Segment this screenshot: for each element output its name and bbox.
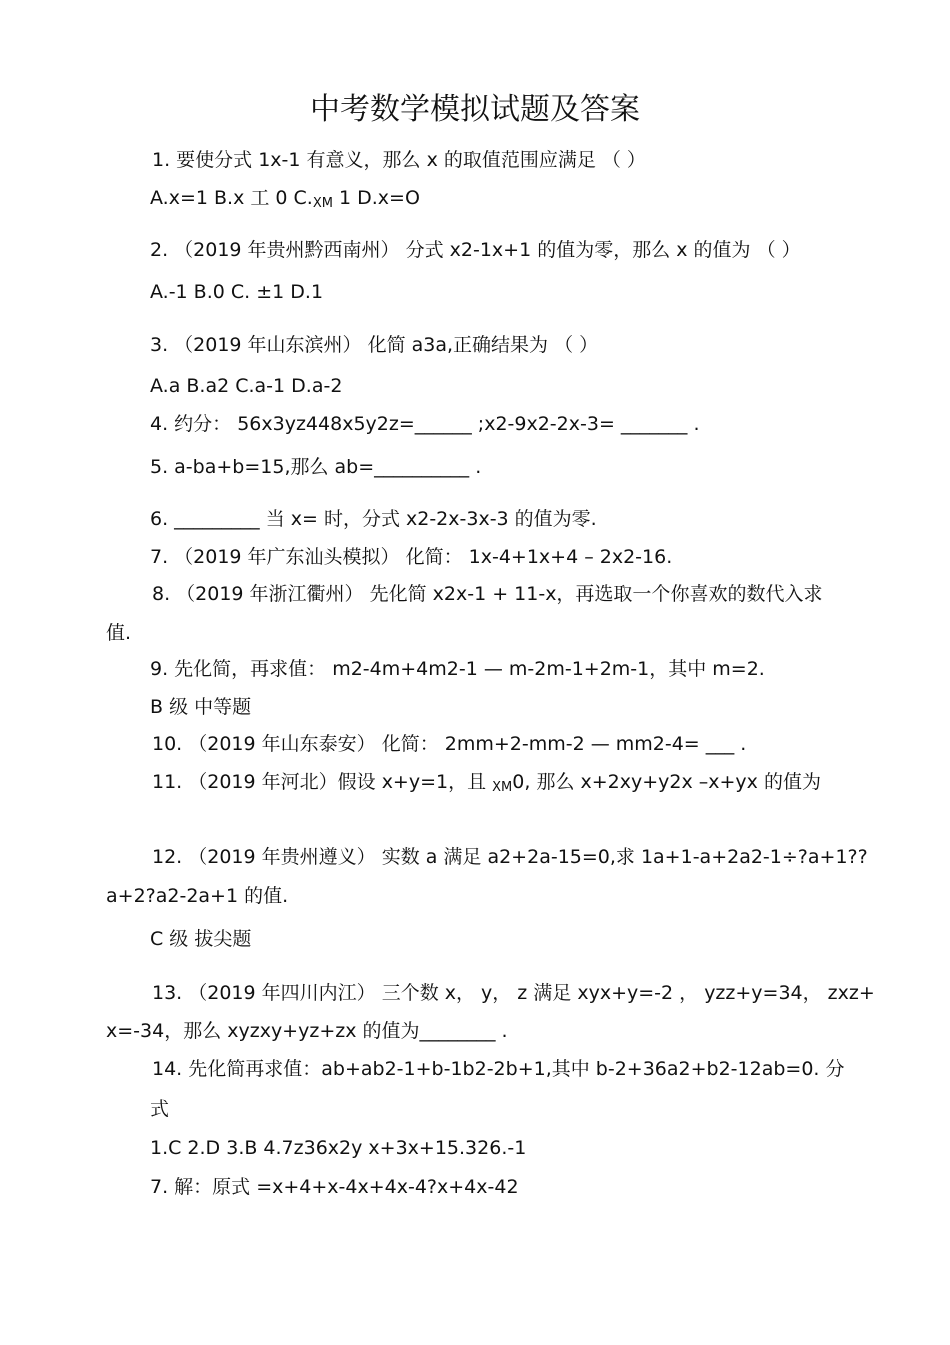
question-5: 5. a-ba+b=15,那么 ab=__________ . bbox=[150, 456, 482, 478]
question-12: 12. （2019 年贵州遵义） 实数 a 满足 a2+2a-15=0,求 1a+1-a+2a2-1÷?a+1?? bbox=[152, 846, 868, 868]
question-2: 2. （2019 年贵州黔西南州） 分式 x2-1x+1 的值为零，那么 x 的值为 （ ） bbox=[150, 239, 801, 261]
question-11-a: 11. （2019 年河北）假设 x+y=1，且 bbox=[152, 771, 493, 793]
question-3-options: A.a B.a2 C.a-1 D.a-2 bbox=[150, 375, 343, 397]
question-9: 9. 先化简，再求值： m2-4m+4m2-1 — m-2m-1+2m-1，其中 m=2. bbox=[150, 658, 765, 680]
section-c-heading: C 级 拔尖题 bbox=[150, 928, 252, 950]
question-13: 13. （2019 年四川内江） 三个数 x， y， z 满足 xyx+y=-2 ， yzz+y=34， zxz+ bbox=[152, 982, 875, 1004]
question-8: 8. （2019 年浙江衢州） 先化简 x2x-1 + 11-x，再选取一个你喜欢的数代入求 bbox=[152, 583, 823, 605]
question-11 bbox=[152, 770, 821, 800]
question-1: 1. 要使分式 1x-1 有意义，那么 x 的取值范围应满足 （ ） bbox=[152, 149, 646, 171]
question-4: 4. 约分： 56x3yz448x5y2z=______ ;x2-9x2-2x-3= _______ . bbox=[150, 413, 700, 435]
question-10: 10. （2019 年山东泰安） 化简： 2mm+2-mm-2 — mm2-4= ___ . bbox=[152, 733, 747, 755]
question-14-continued: 式 bbox=[150, 1098, 170, 1120]
question-13-continued: x=-34，那么 xyzxy+yz+zx 的值为________ . bbox=[106, 1020, 508, 1042]
question-14: 14. 先化简再求值：ab+ab2-1+b-1b2-2b+1,其中 b-2+36a2+b2-12ab=0. 分 bbox=[152, 1058, 845, 1080]
answers-line-1: 1.C 2.D 3.B 4.7z36x2y x+3x+15.326.-1 bbox=[150, 1137, 527, 1159]
answers-line-2: 7. 解：原式 =x+4+x-4x+4x-4?x+4x-42 bbox=[150, 1176, 519, 1198]
question-1-options bbox=[150, 186, 420, 216]
question-11-sub: XM bbox=[492, 780, 513, 795]
question-2-options: A.-1 B.0 C. ±1 D.1 bbox=[150, 281, 324, 303]
question-3: 3. （2019 年山东滨州） 化简 a3a,正确结果为 （ ） bbox=[150, 334, 599, 356]
question-1-options-sub: XM bbox=[312, 196, 333, 211]
question-7: 7. （2019 年广东汕头模拟） 化简： 1x-4+1x+4 – 2x2-16. bbox=[150, 546, 673, 568]
question-12-continued: a+2?a2-2a+1 的值. bbox=[106, 885, 289, 907]
page-title: 中考数学模拟试题及答案 bbox=[310, 92, 640, 127]
section-b-heading: B 级 中等题 bbox=[150, 696, 252, 718]
question-11-b: 0, 那么 x+2xy+y2x –x+yx 的值为 bbox=[512, 771, 821, 793]
question-1-options-b: 1 D.x=O bbox=[332, 187, 420, 209]
question-1-options-a: A.x=1 B.x 工 0 C. bbox=[150, 187, 313, 209]
question-8-continued: 值. bbox=[106, 622, 132, 644]
question-6: 6. _________ 当 x= 时，分式 x2-2x-3x-3 的值为零. bbox=[150, 508, 597, 530]
